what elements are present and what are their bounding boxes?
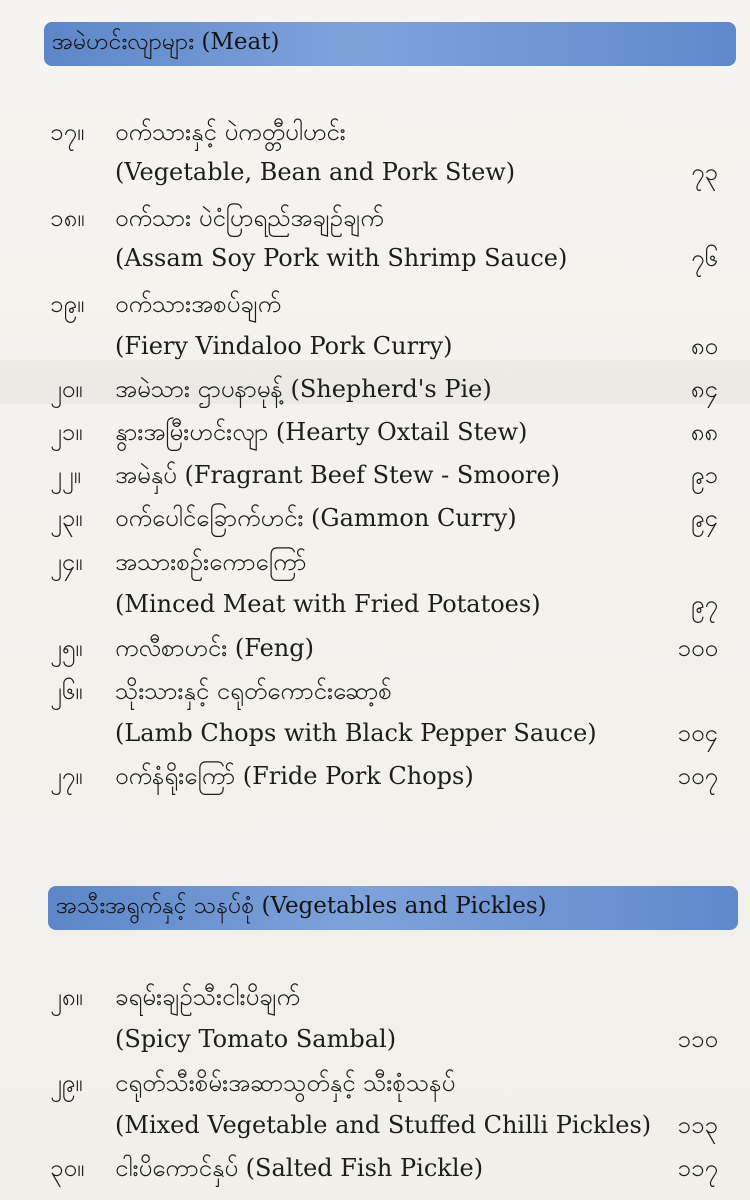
entry-title: အမဲသား ဌာပနာမုန့် (Shepherd's Pie) [115,375,492,403]
entry-page: ၁၀၇ [677,762,718,790]
entry-title: ဝက်သားအစပ်ချက် [115,290,282,318]
entry-page: ၁၁၃ [677,1111,718,1139]
list-item [0,977,750,1017]
entry-number: ၁၇။ [50,118,85,146]
entry-page: ၁၁၇ [677,1154,718,1182]
list-item [0,584,750,624]
section-title: အသီးအရွက်နှင့် သနပ်စုံ (Vegetables and Pickles) [56,893,547,919]
entry-title: ဝက်သားနှင့် ပဲကတ္တီပါဟင်း [115,118,346,146]
entry-subtitle: (Fiery Vindaloo Pork Curry) [115,332,453,360]
entry-title: နွားအမြီးဟင်းလျာ (Hearty Oxtail Stew) [115,418,528,446]
entry-subtitle: (Vegetable, Bean and Pork Stew) [115,158,516,186]
entry-title: ကလီစာဟင်း (Feng) [115,634,314,662]
entry-subtitle: (Mixed Vegetable and Stuffed Chilli Pickles) [115,1111,652,1139]
entry-number: ၂၇။ [50,762,83,790]
entry-page: ၇၆ [691,244,718,272]
entry-number: ၂၄။ [50,548,83,576]
list-item [0,152,750,192]
entry-title: ဝက်ပေါင်ခြောက်ဟင်း (Gammon Curry) [115,504,517,532]
entry-subtitle: (Spicy Tomato Sambal) [115,1025,397,1053]
section-title: အမဲဟင်းလျာများ (Meat) [52,29,280,55]
list-item [0,542,750,582]
entry-subtitle: (Lamb Chops with Black Pepper Sauce) [115,719,597,747]
entry-page: ၈၀ [690,332,718,360]
entry-title: အမဲနှပ် (Fragrant Beef Stew - Smoore) [115,461,561,489]
entry-title: ငါးပိကောင်နှပ် (Salted Fish Pickle) [115,1154,484,1182]
entry-title: အသားစဉ်းကောကြော် [115,548,307,576]
list-item [0,284,750,324]
entry-page: ၉၇ [691,590,718,618]
list-item [0,1063,750,1103]
entry-number: ၂၈။ [50,983,83,1011]
list-item [0,369,750,409]
list-item [0,326,750,366]
entry-page: ၈၄ [690,375,718,403]
list-item [0,1148,750,1188]
entry-title: သိုးသားနှင့် ငရုတ်ကောင်းဆော့စ် [115,677,392,705]
entry-page: ၁၀၄ [677,719,718,747]
entry-number: ၃၀။ [50,1154,85,1182]
list-item [0,455,750,495]
entry-page: ၁၁၀ [677,1025,718,1053]
list-item [0,412,750,452]
entry-number: ၂၁။ [50,418,83,446]
entry-title: ငရုတ်သီးစိမ်းအဆာသွတ်နှင့် သီးစုံသနပ် [115,1069,456,1097]
list-item [0,1019,750,1059]
entry-page: ၈၈ [690,418,718,446]
entry-number: ၂၉။ [50,1069,83,1097]
list-item [0,112,750,152]
section-header-meat [44,22,736,66]
entry-number: ၁၉။ [50,290,85,318]
entry-page: ၇၃ [691,158,718,186]
entry-subtitle: (Assam Soy Pork with Shrimp Sauce) [115,244,568,272]
list-item [0,756,750,796]
entry-subtitle: (Minced Meat with Fried Potatoes) [115,590,541,618]
list-item [0,238,750,278]
list-item [0,713,750,753]
list-item [0,628,750,668]
entry-number: ၂၂။ [50,461,81,489]
entry-number: ၁၈။ [50,204,85,232]
entry-title: ဝက်သား ပဲငံပြာရည်အချဉ်ချက် [115,204,384,232]
list-item [0,498,750,538]
entry-title: ခရမ်းချဉ်သီးငါးပိချက် [115,983,301,1011]
entry-page: ၉၁ [691,461,718,489]
list-item [0,1105,750,1145]
entry-number: ၂၃။ [50,504,83,532]
list-item [0,198,750,238]
section-header-vegetables [48,886,738,930]
entry-number: ၂၀။ [50,375,83,403]
entry-number: ၂၅။ [50,634,83,662]
list-item [0,671,750,711]
entry-page: ၉၄ [691,504,718,532]
entry-number: ၂၆။ [50,677,83,705]
entry-title: ဝက်နံရိုးကြော် (Fride Pork Chops) [115,762,474,790]
entry-page: ၁၀၀ [677,634,718,662]
